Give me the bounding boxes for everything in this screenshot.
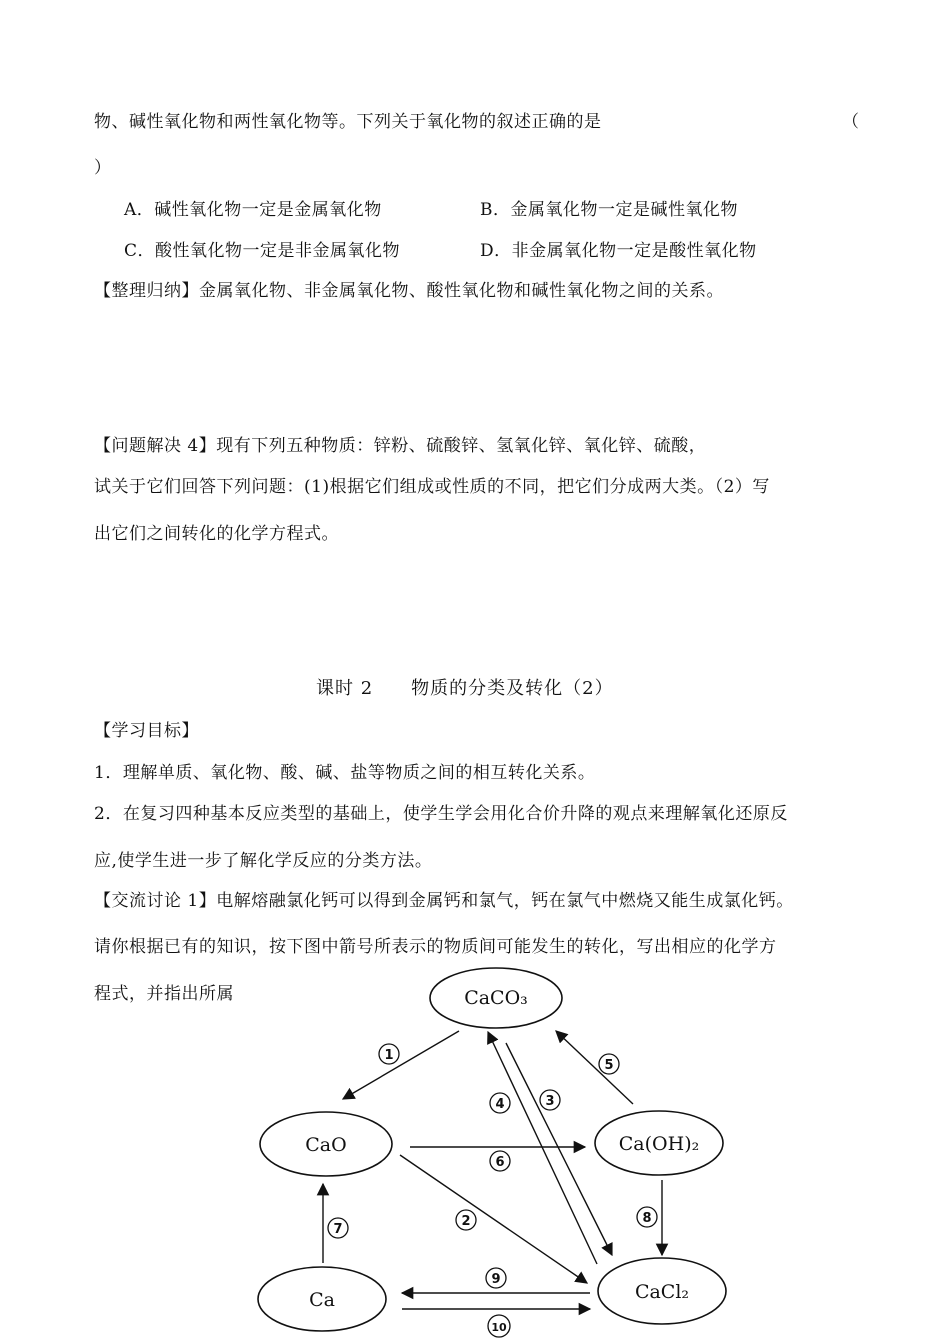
node-ca bbox=[258, 1267, 386, 1331]
label-6 bbox=[490, 1151, 510, 1171]
label-3 bbox=[540, 1090, 560, 1110]
svg-text:CaCO₃: CaCO₃ bbox=[464, 987, 528, 1009]
label-8 bbox=[637, 1207, 657, 1227]
node-caco3 bbox=[430, 968, 562, 1028]
node-cao bbox=[260, 1112, 392, 1176]
arrow-1 bbox=[343, 1031, 459, 1099]
label-7 bbox=[328, 1218, 348, 1238]
option-c: C．酸性氧化物一定是非金属氧化物 bbox=[124, 241, 401, 261]
problem4-line1: 【问题解决 4】现有下列五种物质：锌粉、硫酸锌、氢氧化锌、氧化锌、硫酸， bbox=[94, 436, 707, 456]
arrow-5 bbox=[556, 1031, 633, 1104]
label-4 bbox=[490, 1093, 510, 1113]
svg-text:7: 7 bbox=[333, 1222, 343, 1237]
option-d: D．非金属氧化物一定是酸性氧化物 bbox=[480, 241, 757, 261]
problem4-line3: 出它们之间转化的化学方程式。 bbox=[94, 524, 339, 544]
svg-text:1: 1 bbox=[384, 1048, 394, 1063]
svg-text:5: 5 bbox=[604, 1058, 614, 1073]
arrow-4 bbox=[488, 1032, 597, 1264]
label-9 bbox=[486, 1268, 506, 1288]
summary-text: 【整理归纳】金属氧化物、非金属氧化物、酸性氧化物和碱性氧化物之间的关系。 bbox=[94, 281, 724, 301]
label-10 bbox=[488, 1315, 510, 1337]
option-a: A．碱性氧化物一定是金属氧化物 bbox=[124, 200, 382, 220]
svg-text:6: 6 bbox=[495, 1155, 505, 1170]
discussion-line2: 请你根据已有的知识，按下图中箭号所表示的物质间可能发生的转化，写出相应的化学方 bbox=[94, 937, 777, 957]
svg-text:9: 9 bbox=[491, 1272, 501, 1287]
answer-paren-close: ） bbox=[94, 158, 112, 178]
problem4-line2: 试关于它们回答下列问题：(1)根据它们组成或性质的不同，把它们分成两大类。（2）写 bbox=[94, 477, 770, 497]
svg-text:Ca(OH)₂: Ca(OH)₂ bbox=[618, 1133, 700, 1155]
goal-2-line1: 2．在复习四种基本反应类型的基础上，使学生学会用化合价升降的观点来理解氧化还原反 bbox=[94, 804, 788, 824]
goals-header: 【学习目标】 bbox=[94, 721, 199, 741]
goal-1: 1．理解单质、氧化物、酸、碱、盐等物质之间的相互转化关系。 bbox=[94, 763, 596, 783]
svg-text:4: 4 bbox=[495, 1097, 505, 1112]
label-5 bbox=[599, 1054, 619, 1074]
svg-text:CaCl₂: CaCl₂ bbox=[634, 1281, 690, 1303]
svg-text:2: 2 bbox=[461, 1214, 471, 1229]
answer-paren-open: （ bbox=[842, 112, 860, 132]
goal-2-line2: 应,使学生进一步了解化学反应的分类方法。 bbox=[94, 851, 433, 871]
svg-text:10: 10 bbox=[491, 1321, 507, 1334]
svg-text:CaO: CaO bbox=[305, 1134, 347, 1156]
label-2 bbox=[456, 1210, 476, 1230]
lesson-title: 课时 2 物质的分类及转化（2） bbox=[316, 678, 614, 699]
discussion-line3: 程式，并指出所属 bbox=[94, 984, 234, 1004]
svg-text:Ca: Ca bbox=[309, 1289, 335, 1311]
discussion-line1: 【交流讨论 1】电解熔融氯化钙可以得到金属钙和氯气，钙在氯气中燃烧又能生成氯化钙。 bbox=[94, 891, 794, 911]
option-b: B．金属氧化物一定是碱性氧化物 bbox=[480, 200, 738, 220]
svg-text:3: 3 bbox=[545, 1094, 555, 1109]
svg-text:8: 8 bbox=[642, 1211, 652, 1226]
label-1 bbox=[379, 1044, 399, 1064]
question-stem: 物、碱性氧化物和两性氧化物等。下列关于氧化物的叙述正确的是 bbox=[94, 112, 602, 132]
node-caoh2 bbox=[595, 1111, 723, 1175]
node-cacl2 bbox=[598, 1258, 726, 1324]
arrow-2 bbox=[400, 1155, 587, 1283]
